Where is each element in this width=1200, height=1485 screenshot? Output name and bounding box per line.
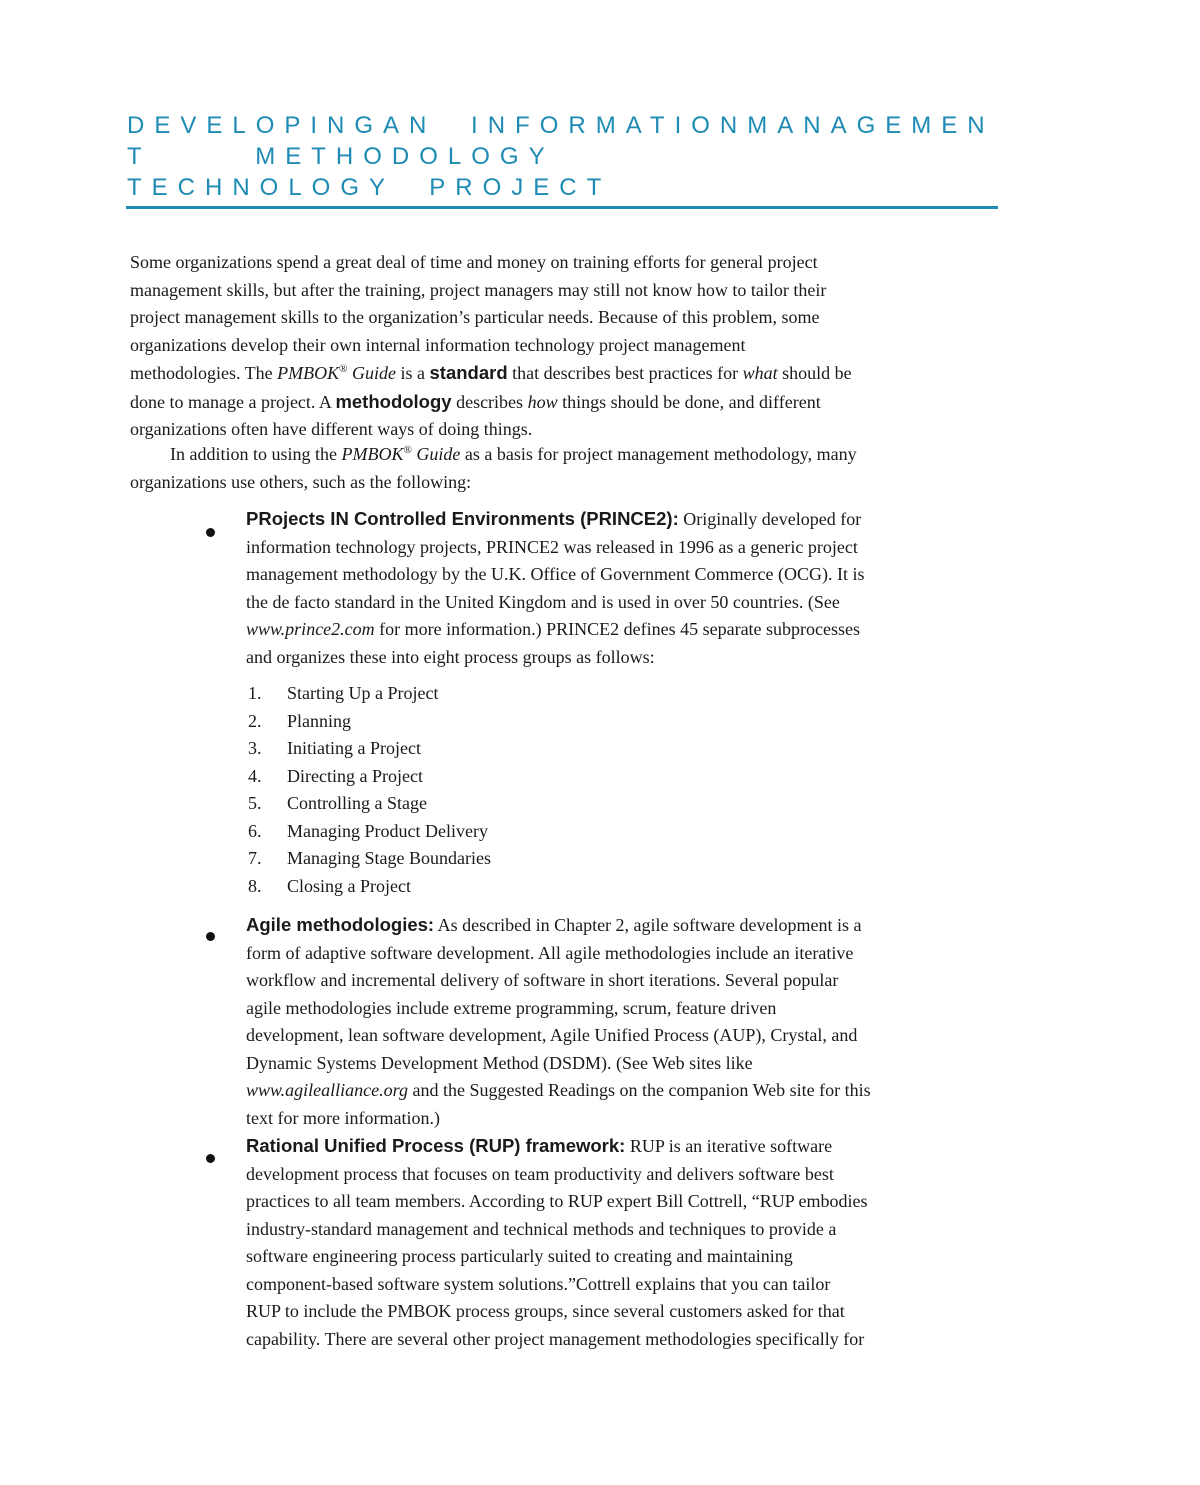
- bullet-icon: [206, 1154, 215, 1163]
- agilealliance-website: www.agilealliance.org: [246, 1080, 408, 1100]
- list-item: 7. Managing Stage Boundaries: [248, 848, 491, 868]
- bullet-term: Rational Unified Process (RUP) framework:: [246, 1135, 626, 1156]
- chapter-heading: [127, 110, 997, 203]
- bullet-icon: [206, 932, 215, 941]
- list-item: 1. Starting Up a Project: [248, 683, 439, 703]
- list-item: 3. Initiating a Project: [248, 738, 421, 758]
- list-item: 2. Planning: [248, 710, 352, 731]
- intro-paragraph: Some organizations spend a great deal of time and money on training efforts for general project management skills, but after the training, project managers may still not know how to tailor their project management skills to the organization’s particular needs. Because of this problem, some organizations develop their own internal information technology project management methodologies. The PMBOK® Guide is a standard that describes best practices for what should be done to manage a project. A methodology describes how things should be done, and different organizations often have different ways of doing things.: [130, 252, 852, 439]
- heading-rule: [126, 206, 998, 209]
- list-item: 6. Managing Product Delivery: [248, 820, 488, 841]
- list-item: 8. Closing a Project: [248, 875, 411, 896]
- list-item: 4. Directing a Project: [248, 765, 423, 786]
- term-standard: standard: [429, 362, 508, 383]
- bullet-term: Agile methodologies:: [246, 914, 435, 935]
- bullet-term: PRojects IN Controlled Environments (PRINCE2):: [246, 508, 679, 529]
- heading-line-2: T METHODOLOGY: [127, 143, 555, 170]
- term-methodology: methodology: [335, 390, 452, 412]
- bullet-icon: [206, 528, 215, 537]
- methodologies-intro-paragraph: In addition to using the PMBOK® Guide as a basis for project management methodology, many organizations use others, such as the following:: [130, 444, 857, 492]
- document-page: DEVELOPINGAN INFORMATIONMANAGEMEN T METHODOLOGY TECHNOLOGY PROJECT Some organizations spend a great deal of time and money on training efforts for general project management skills, but after the training, project managers may still not know how to tailor their project management skills to the organization’s particular needs. Because of this problem, some organizations develop their own internal information technology project management methodologies. The PMBOK® Guide is a standard that describes best practices for what should be done to manage a project. A methodology describes how things should be done, and different organizations often have different ways of doing things. In addition to using the PMBOK® Guide as a basis for project management methodology, many organizations use others, such as the following: PRojects IN Controlled Environments (PRINCE2): Originally developed for information technology projects, PRINCE2 was released in 1996 as a generic project management methodology by the U.K. Office of Government Commerce (OCG). It is the de facto standard in the United Kingdom and is used in over 50 countries. (See www.prince2.com for more information.) PRINCE2 defines 45 separate subprocesses and organizes these into eight process groups as follows: 1. Starting Up a Project 2. Planning 3. Initiating a Project 4. Directing a Project 5. Controlling a Stage 6. Managing Product Delivery 7. Managing Stage Boundaries 8. Closing a Project Agile methodologies: As described in Chapter 2, agile software development is a form of adaptive software development. All agile methodologies include an iterative workflow and incremental delivery of software in short iterations. Several popular agile methodologies include extreme programming, scrum, feature driven development, lean software development, Agile Unified Process (AUP), Crystal, and Dynamic Systems Development Method (DSDM). (See Web sites like www.agilealliance.org and the Suggested Readings on the companion Web site for this text for more information.) Rational Unified Process (RUP) framework: RUP is an iterative software development process that focuses on team productivity and delivers software best practices to all team members. According to RUP expert Bill Cottrell, “RUP embodies industry-standard management and technical methods and techniques to provide a software engineering process particularly suited to creating and maintaining component-based software system solutions.”Cottrell explains that you can tailor RUP to include the PMBOK process groups, since several customers asked for that capability. There are several other project management methodologies specifically for: [0, 0, 1200, 1485]
- list-item: 5. Controlling a Stage: [248, 793, 427, 813]
- process-group-list: [248, 680, 491, 900]
- heading-line-3: TECHNOLOGY PROJECT: [127, 174, 612, 201]
- heading-line-1: DEVELOPINGAN INFORMATIONMANAGEMEN: [127, 112, 995, 139]
- prince2-website: www.prince2.com: [246, 619, 375, 639]
